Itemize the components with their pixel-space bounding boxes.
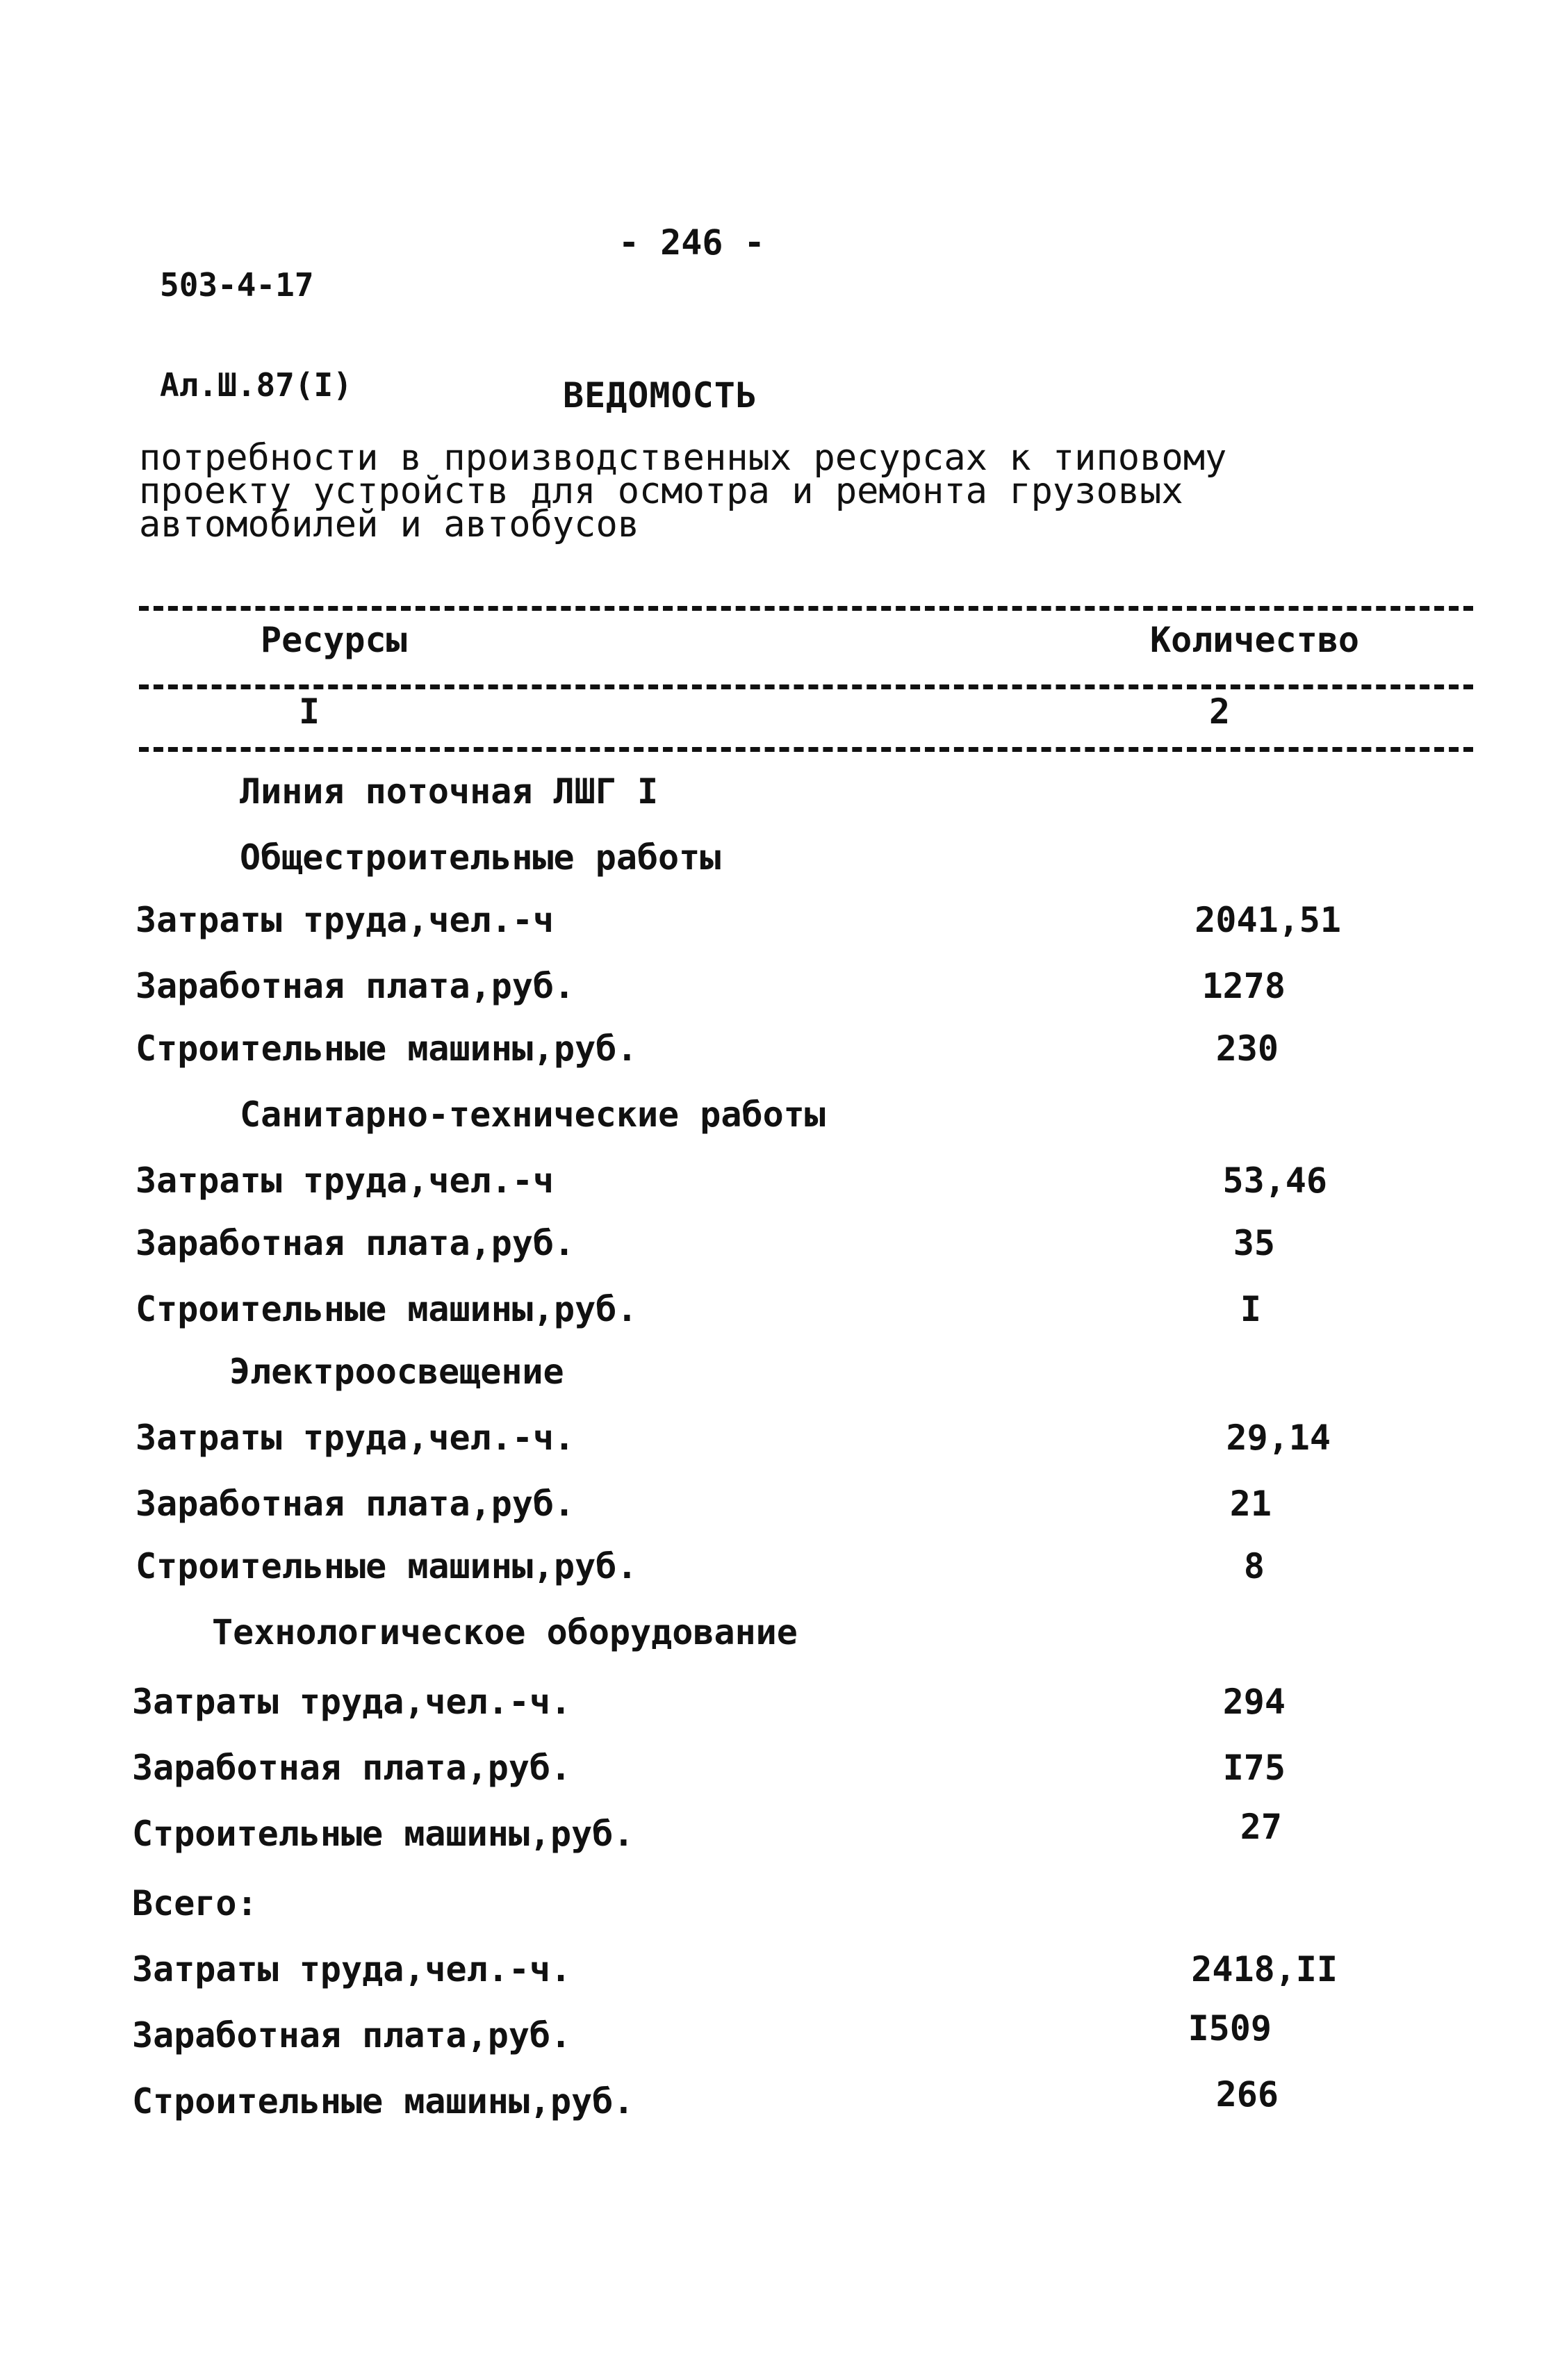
- column-header-quantity: Количество: [1150, 620, 1360, 660]
- row-value: 266: [1215, 2074, 1279, 2115]
- table-rule-top: [139, 606, 1473, 611]
- column-header-resources: Ресурсы: [261, 620, 407, 660]
- row-value: 1278: [1201, 966, 1286, 1006]
- row-label: Затраты труда,чел.-ч.: [136, 1418, 575, 1458]
- document-code-line1: 503-4-17: [160, 266, 314, 304]
- document-title: ВЕДОМОСТЬ: [563, 375, 757, 416]
- row-label: Заработная плата,руб.: [132, 2015, 572, 2055]
- row-label: Затраты труда,чел.-ч.: [132, 1682, 572, 1722]
- row-value: 21: [1229, 1484, 1272, 1524]
- table-rule-bottom: [139, 747, 1473, 752]
- row-label: Заработная плата,руб.: [132, 1748, 572, 1788]
- page-number: - 246 -: [618, 222, 765, 263]
- row-value: 27: [1240, 1807, 1282, 1847]
- row-value: I: [1240, 1289, 1261, 1329]
- document-code: [160, 202, 352, 435]
- row-label: Затраты труда,чел.-ч: [136, 900, 555, 940]
- row-value: 230: [1215, 1028, 1279, 1069]
- row-value: 2041,51: [1194, 900, 1341, 940]
- section-title: Санитарно-технические работы: [240, 1094, 826, 1135]
- row-label: Заработная плата,руб.: [136, 1484, 575, 1524]
- section-title: Технологическое оборудование: [212, 1612, 798, 1652]
- row-label: Заработная плата,руб.: [136, 1223, 575, 1263]
- document-code-line2: Ал.Ш.87(I): [160, 366, 352, 404]
- row-label: Затраты труда,чел.-ч: [136, 1160, 555, 1201]
- document-subtitle: потребности в производственных ресурсах к типовому проекту устройств для осмотра и ремонта грузовых автомобилей и автобусов: [139, 437, 1227, 545]
- row-value: I509: [1188, 2008, 1272, 2049]
- row-label: Строительные машины,руб.: [136, 1028, 638, 1069]
- column-number-resources: I: [299, 691, 320, 732]
- row-value: 35: [1233, 1223, 1275, 1263]
- row-label: Строительные машины,руб.: [132, 1814, 634, 1854]
- row-label: Строительные машины,руб.: [136, 1289, 638, 1329]
- row-label: Строительные машины,руб.: [136, 1546, 638, 1586]
- row-label: Заработная плата,руб.: [136, 966, 575, 1006]
- row-label: Строительные машины,руб.: [132, 2081, 634, 2122]
- table-rule-middle: [139, 684, 1473, 689]
- line-title: Линия поточная ЛШГ I: [240, 771, 659, 812]
- column-number-quantity: 2: [1209, 691, 1231, 732]
- row-value: 294: [1222, 1682, 1286, 1722]
- section-title: Электроосвещение: [229, 1352, 564, 1392]
- row-value: 8: [1243, 1546, 1265, 1586]
- row-label: Затраты труда,чел.-ч.: [132, 1949, 572, 1989]
- section-title: Общестроительные работы: [240, 837, 721, 878]
- row-value: I75: [1222, 1748, 1286, 1788]
- row-value: 53,46: [1222, 1160, 1327, 1201]
- row-value: 2418,II: [1191, 1949, 1338, 1989]
- row-value: 29,14: [1226, 1418, 1331, 1458]
- total-title: Всего:: [132, 1883, 258, 1923]
